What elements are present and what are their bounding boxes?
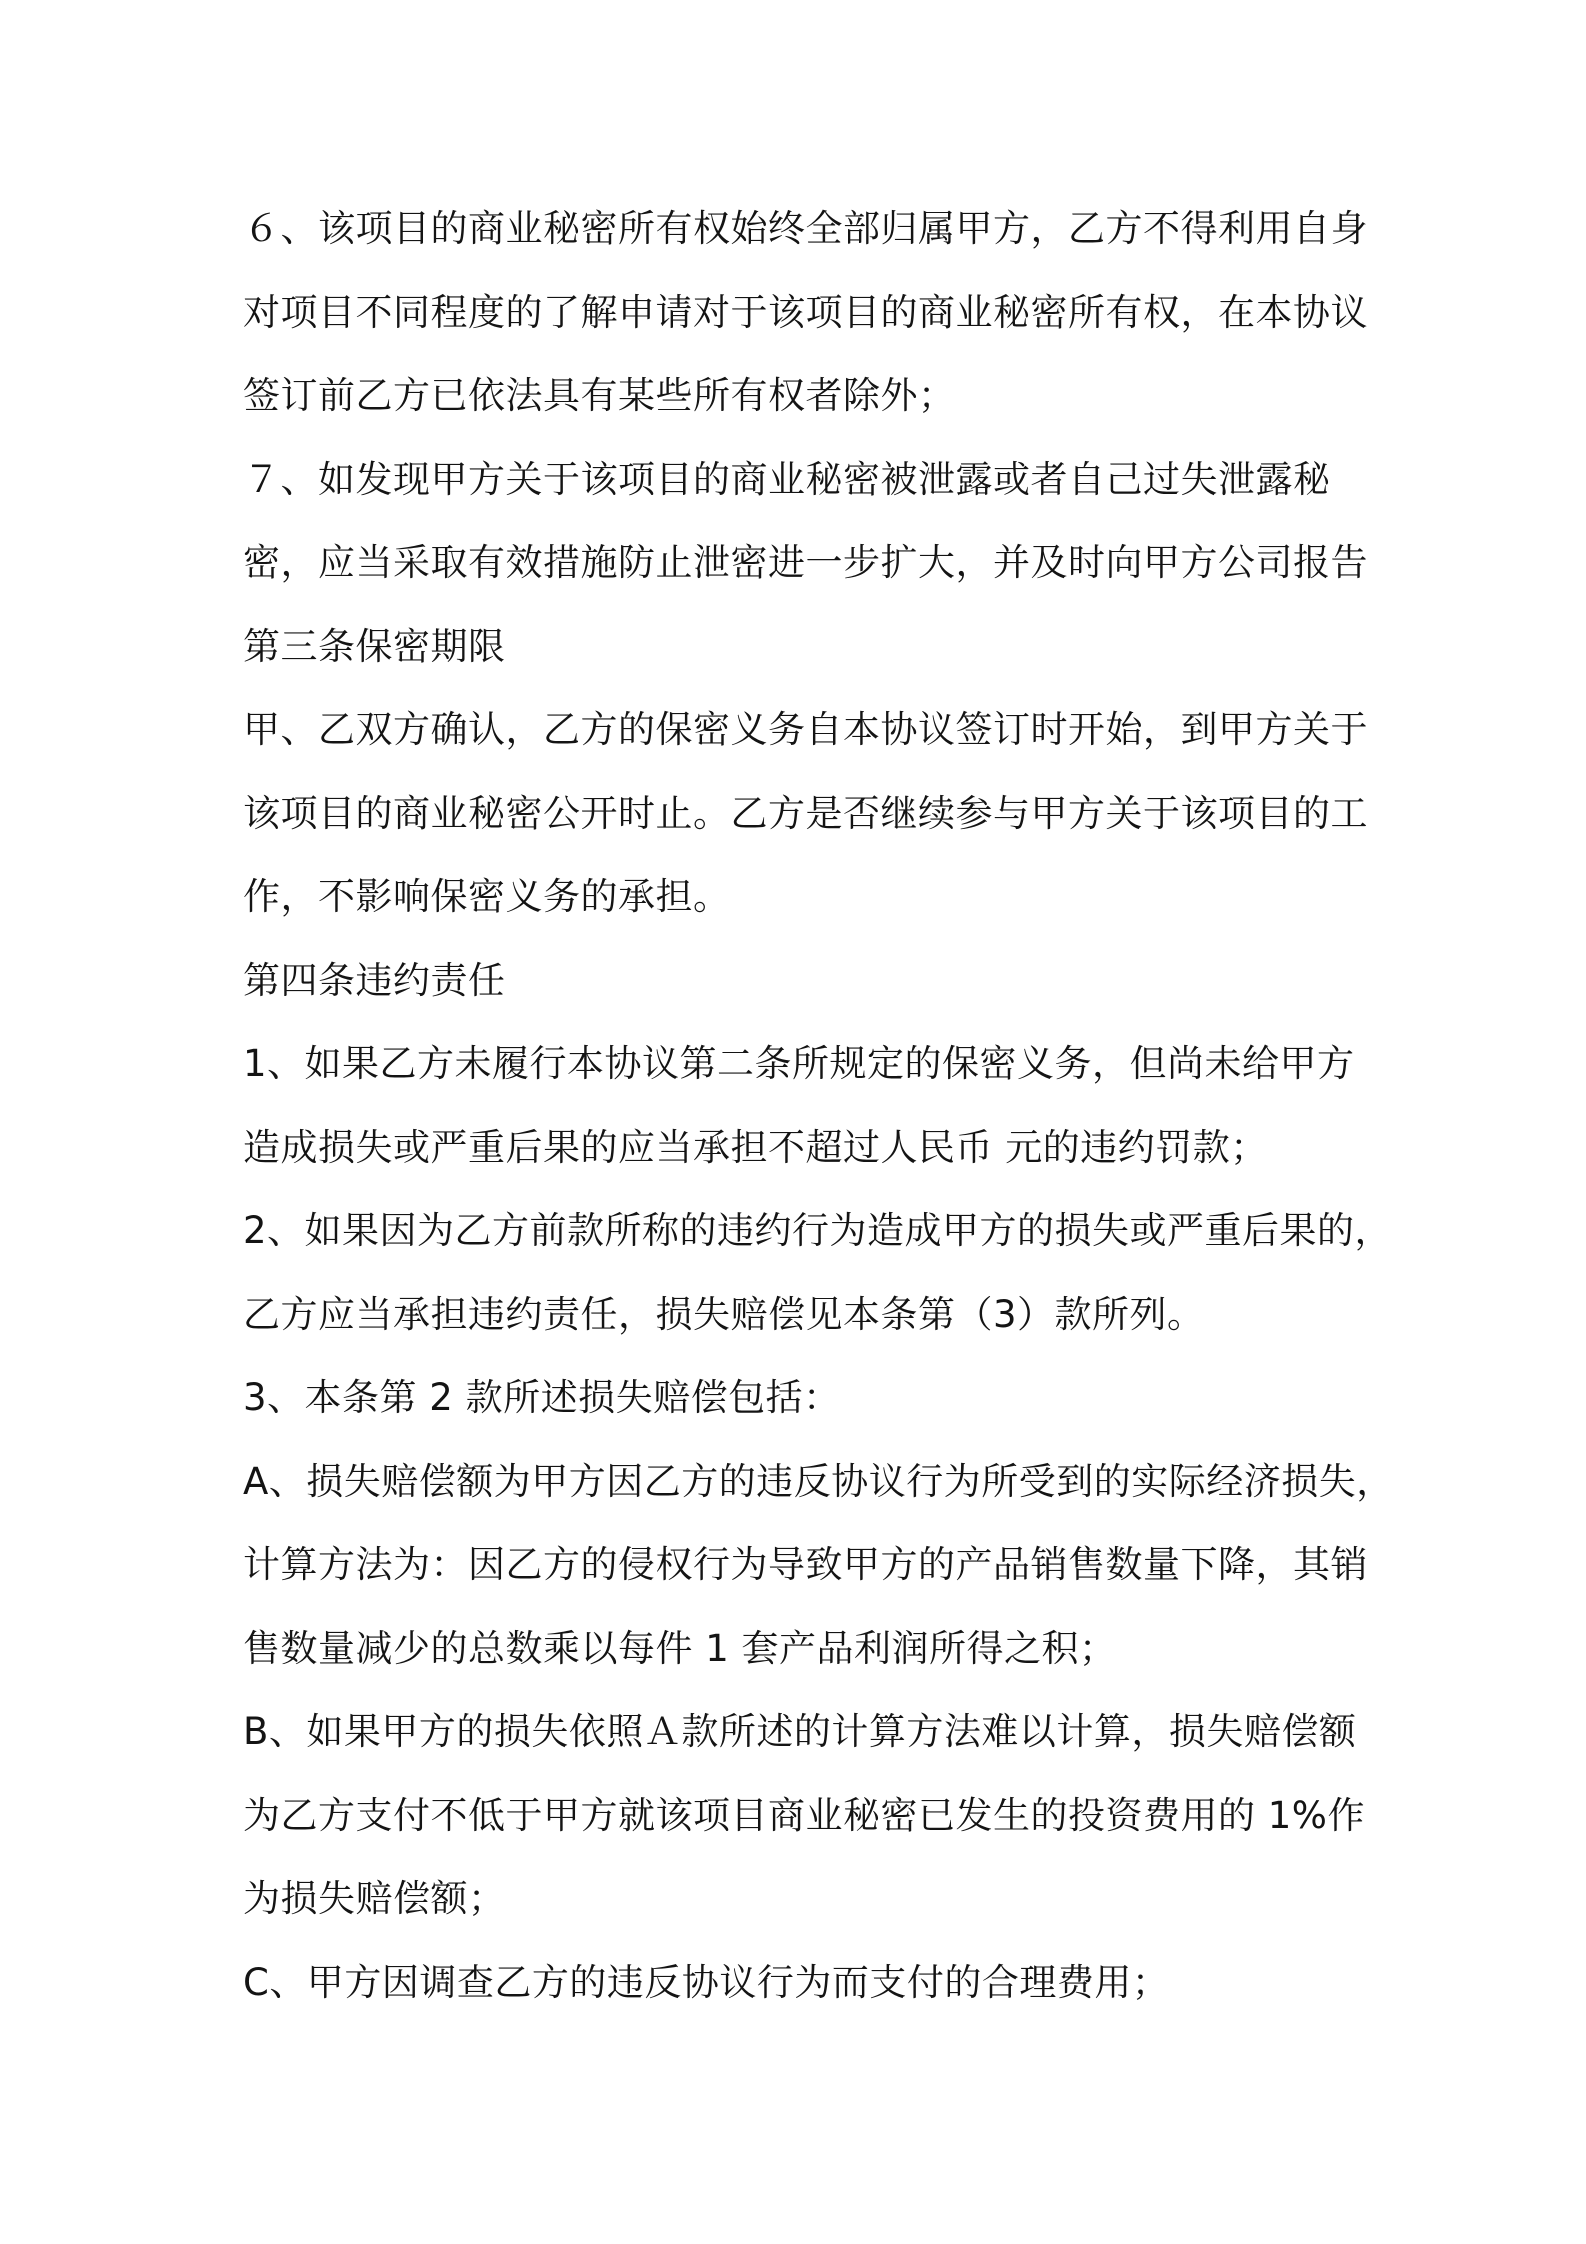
article-3-line-2: 该项目的商业秘密公开时止。乙方是否继续参与甲方关于该项目的工	[243, 792, 1368, 835]
article-4-item-2-line-2: 乙方应当承担违约责任，损失赔偿见本条第（3）款所列。	[243, 1293, 1205, 1336]
item-a-line-3: 售数量减少的总数乘以每件 1 套产品利润所得之积；	[243, 1627, 1117, 1670]
item-a-line-2: 计算方法为：因乙方的侵权行为导致甲方的产品销售数量下降，其销	[243, 1543, 1368, 1586]
article-4-heading: 第四条违约责任	[243, 959, 506, 1002]
article-4-item-1-line-2: 造成损失或严重后果的应当承担不超过人民币 元的违约罚款；	[243, 1126, 1268, 1169]
clause-6-line-2: 对项目不同程度的了解申请对于该项目的商业秘密所有权，在本协议	[243, 291, 1368, 334]
article-4-item-2-line-1: 2、如果因为乙方前款所称的违约行为造成甲方的损失或严重后果的，	[243, 1209, 1393, 1252]
article-4-item-1-line-1: 1、如果乙方未履行本协议第二条所规定的保密义务，但尚未给甲方	[243, 1042, 1355, 1085]
article-3-line-1: 甲、乙双方确认，乙方的保密义务自本协议签订时开始，到甲方关于	[243, 708, 1368, 751]
item-b-line-2: 为乙方支付不低于甲方就该项目商业秘密已发生的投资费用的 1%作	[243, 1794, 1365, 1837]
article-3-heading: 第三条保密期限	[243, 625, 506, 668]
item-b-line-1: B、如果甲方的损失依照Ａ款所述的计算方法难以计算，损失赔偿额	[243, 1710, 1357, 1753]
article-4-item-3-line-1: 3、本条第 2 款所述损失赔偿包括：	[243, 1376, 841, 1419]
clause-7-line-2: 密，应当采取有效措施防止泄密进一步扩大，并及时向甲方公司报告	[243, 541, 1368, 584]
item-a-line-1: A、损失赔偿额为甲方因乙方的违反协议行为所受到的实际经济损失，	[243, 1460, 1394, 1503]
clause-6-line-3: 签订前乙方已依法具有某些所有权者除外；	[243, 374, 956, 417]
clause-6-line-1: ６、该项目的商业秘密所有权始终全部归属甲方，乙方不得利用自身	[243, 207, 1368, 250]
clause-7-line-1: ７、如发现甲方关于该项目的商业秘密被泄露或者自己过失泄露秘	[243, 458, 1331, 501]
article-3-line-3: 作，不影响保密义务的承担。	[243, 875, 731, 918]
item-b-line-3: 为损失赔偿额；	[243, 1877, 506, 1920]
item-c-line-1: C、甲方因调查乙方的违反协议行为而支付的合理费用；	[243, 1961, 1170, 2004]
